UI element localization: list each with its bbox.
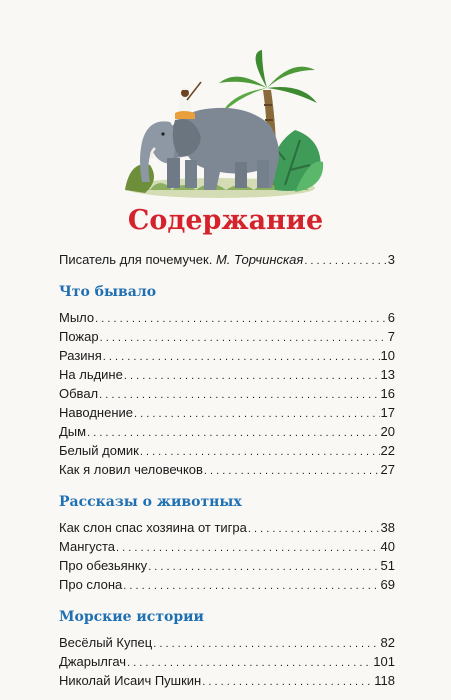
page-title: Содержание — [127, 205, 324, 236]
toc-entry-label: Дым — [59, 424, 87, 439]
toc-entry-title: Писатель для почемучек. — [59, 252, 216, 267]
toc-entry[interactable] — [59, 652, 395, 671]
toc-entry-label: Весёлый Купец — [59, 635, 153, 650]
toc-entry-label: Как слон спас хозяина от тигра — [59, 520, 247, 535]
toc-entry[interactable] — [59, 441, 395, 460]
leader-dots — [100, 329, 387, 348]
toc-entry-page: 22 — [380, 443, 395, 458]
toc-entry-label: Мангуста — [59, 539, 116, 554]
toc-entry-intro[interactable] — [59, 250, 395, 269]
toc-entry[interactable] — [59, 460, 395, 479]
leader-dots — [99, 386, 379, 405]
leader-dots — [248, 520, 380, 539]
leader-dots — [304, 252, 386, 271]
toc-entry[interactable] — [59, 384, 395, 403]
leader-dots — [123, 577, 379, 596]
section-heading: Рассказы о животных — [59, 494, 242, 510]
toc-entry[interactable] — [59, 671, 395, 690]
toc-entry-label: Пожар — [59, 329, 99, 344]
toc-entry[interactable] — [59, 346, 395, 365]
leader-dots — [134, 405, 380, 424]
toc-entry-label: На льдине — [59, 367, 123, 382]
toc-entry-label: Про слона — [59, 577, 123, 592]
toc-entry-page: 40 — [380, 539, 395, 554]
toc-entry[interactable] — [59, 633, 395, 652]
leader-dots — [204, 462, 380, 481]
toc-entry[interactable] — [59, 365, 395, 384]
leader-dots — [153, 635, 379, 654]
leader-dots — [148, 558, 379, 577]
toc-entry[interactable] — [59, 537, 395, 556]
toc-entry[interactable] — [59, 518, 395, 537]
toc-entry-label — [59, 250, 303, 269]
leader-dots — [116, 539, 380, 558]
leader-dots — [124, 367, 380, 386]
toc-entry-label: Про обезьянку — [59, 558, 148, 573]
toc-entry-page: 20 — [380, 424, 395, 439]
toc-entry-page: 17 — [380, 405, 395, 420]
toc-entry-page: 82 — [380, 635, 395, 650]
toc-entry-page: 69 — [380, 577, 395, 592]
toc-entry-page: 118 — [374, 673, 395, 688]
section-heading: Морские истории — [59, 609, 204, 625]
toc-entry[interactable] — [59, 422, 395, 441]
toc-entry-label: Как я ловил человечков — [59, 462, 203, 477]
toc-entry-page: 16 — [380, 386, 395, 401]
toc-entry[interactable] — [59, 575, 395, 594]
section-heading: Что бывало — [59, 284, 157, 300]
leader-dots — [95, 310, 387, 329]
toc-entry-page: 38 — [380, 520, 395, 535]
toc-entry-label: Разиня — [59, 348, 102, 363]
toc-entry-label: Мыло — [59, 310, 95, 325]
toc-entry-label: Наводнение — [59, 405, 133, 420]
toc-entry-label: Николай Исаич Пушкин — [59, 673, 202, 688]
toc-entry[interactable] — [59, 403, 395, 422]
toc-entry-page: 10 — [380, 348, 395, 363]
table-of-contents — [59, 250, 395, 690]
toc-entry-page: 101 — [373, 654, 395, 669]
toc-entry[interactable] — [59, 556, 395, 575]
toc-entry-page: 7 — [387, 329, 395, 344]
toc-entry[interactable] — [59, 308, 395, 327]
toc-entry-page: 13 — [380, 367, 395, 382]
toc-entry-author: М. Торчинская — [215, 252, 304, 267]
toc-entry-page: 51 — [380, 558, 395, 573]
toc-entry[interactable] — [59, 327, 395, 346]
toc-entry-label: Джарылгач — [59, 654, 127, 669]
toc-entry-label: Обвал — [59, 386, 99, 401]
toc-entry-page: 6 — [387, 310, 395, 325]
toc-entry-label: Белый домик — [59, 443, 139, 458]
leader-dots — [103, 348, 380, 367]
toc-entry-page: 3 — [387, 252, 395, 267]
leader-dots — [202, 673, 373, 692]
toc-entry-page: 27 — [380, 462, 395, 477]
elephant-illustration — [125, 50, 325, 200]
